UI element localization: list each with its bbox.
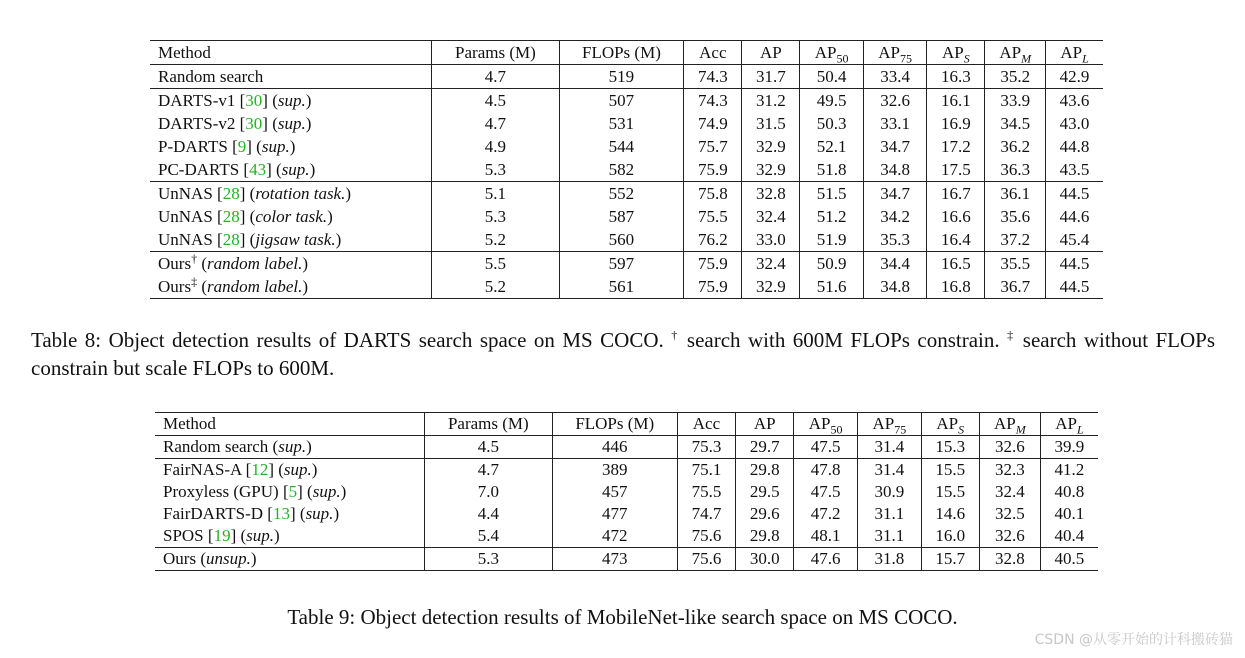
value-cell: 15.5	[921, 459, 979, 482]
row-group	[150, 89, 1103, 182]
value-cell: 16.6	[927, 205, 985, 228]
method-cell: P-DARTS [9] (sup.)	[158, 136, 296, 156]
value-cell: 51.2	[800, 205, 863, 228]
value-cell: 74.3	[684, 65, 742, 89]
value-cell: 36.3	[985, 158, 1046, 182]
column-header	[985, 41, 1046, 65]
dagger-mark: †	[671, 328, 680, 342]
header-label: FLOPs (M)	[575, 414, 655, 433]
value-cell: 446	[552, 436, 677, 459]
citation-link[interactable]: 28	[222, 229, 240, 249]
table-8	[150, 40, 1103, 299]
value-cell: 75.6	[677, 525, 735, 548]
value-cell: 51.5	[800, 182, 863, 206]
method-cell: FairDARTS-D [13] (sup.)	[163, 504, 340, 523]
value-cell: 47.5	[794, 436, 858, 459]
value-cell: 30.9	[857, 481, 921, 503]
table-header	[155, 413, 1098, 436]
citation-link[interactable]: 28	[222, 183, 240, 203]
citation-link[interactable]: 19	[213, 526, 231, 545]
method-note: sup.	[277, 90, 306, 110]
table-row	[155, 459, 1098, 482]
value-cell: 32.8	[742, 182, 800, 206]
value-cell: 47.5	[794, 481, 858, 503]
value-cell: 34.2	[863, 205, 926, 228]
column-header	[552, 413, 677, 436]
column-header	[424, 413, 552, 436]
method-cell: Ours† (random label.)	[158, 250, 309, 273]
method-name: UnNAS	[158, 183, 213, 203]
header-label: AP	[814, 42, 837, 62]
header-row	[150, 41, 1103, 65]
value-cell: 74.9	[684, 112, 742, 135]
header-label: AP	[872, 414, 895, 433]
citation-link[interactable]: 30	[245, 90, 263, 110]
method-note: unsup.	[205, 549, 251, 568]
column-header	[1040, 413, 1098, 436]
method-cell: DARTS-v1 [30] (sup.)	[158, 90, 312, 110]
method-name: FairDARTS-D	[163, 504, 264, 523]
value-cell: 40.4	[1040, 525, 1098, 548]
value-cell: 34.5	[985, 112, 1046, 135]
table-row	[150, 112, 1103, 135]
method-cell: Ours (unsup.)	[163, 549, 257, 568]
value-cell: 52.1	[800, 135, 863, 158]
header-label: FLOPs (M)	[581, 42, 661, 62]
method-note: random label.	[206, 276, 303, 296]
value-cell: 507	[559, 89, 684, 113]
value-cell: 35.2	[985, 65, 1046, 89]
column-header	[1046, 41, 1103, 65]
header-subscript: S	[958, 422, 965, 437]
value-cell: 44.8	[1046, 135, 1103, 158]
value-cell: 552	[559, 182, 684, 206]
row-group	[150, 182, 1103, 252]
method-note: sup.	[312, 482, 341, 501]
method-note: sup.	[278, 437, 307, 456]
citation-link[interactable]: 13	[272, 504, 290, 523]
header-subscript: 75	[899, 50, 912, 65]
value-cell: 76.2	[684, 228, 742, 252]
value-cell: 47.8	[794, 459, 858, 482]
value-cell: 32.8	[979, 548, 1040, 571]
value-cell: 75.8	[684, 182, 742, 206]
header-label: AP	[808, 414, 831, 433]
method-name: SPOS	[163, 526, 204, 545]
value-cell: 33.0	[742, 228, 800, 252]
header-label: Method	[158, 42, 211, 62]
header-label: Method	[163, 414, 216, 433]
value-cell: 30.0	[736, 548, 794, 571]
value-cell: 31.1	[857, 503, 921, 525]
header-label: AP	[999, 42, 1022, 62]
value-cell: 75.5	[677, 481, 735, 503]
value-cell: 457	[552, 481, 677, 503]
value-cell: 49.5	[800, 89, 863, 113]
value-cell: 17.5	[927, 158, 985, 182]
method-cell: DARTS-v2 [30] (sup.)	[158, 113, 312, 133]
column-header	[979, 413, 1040, 436]
method-name: FairNAS-A	[163, 460, 242, 479]
citation-link[interactable]: 28	[222, 206, 240, 226]
value-cell: 43.6	[1046, 89, 1103, 113]
value-cell: 4.9	[432, 135, 559, 158]
value-cell: 31.7	[742, 65, 800, 89]
caption-text: Table 8: Object detection results of DARTS search space on MS COCO.	[31, 328, 672, 352]
value-cell: 5.5	[432, 252, 559, 276]
value-cell: 17.2	[927, 135, 985, 158]
value-cell: 35.5	[985, 252, 1046, 276]
value-cell: 16.7	[927, 182, 985, 206]
table-row	[150, 252, 1103, 276]
column-header	[742, 41, 800, 65]
header-row	[155, 413, 1098, 436]
value-cell: 4.5	[432, 89, 559, 113]
value-cell: 519	[559, 65, 684, 89]
value-cell: 31.1	[857, 525, 921, 548]
column-header	[559, 41, 684, 65]
row-group	[155, 436, 1098, 459]
value-cell: 15.7	[921, 548, 979, 571]
footnote-mark: ‡	[191, 273, 198, 288]
method-name: DARTS-v2	[158, 113, 236, 133]
table-row	[150, 89, 1103, 113]
value-cell: 473	[552, 548, 677, 571]
method-note: sup.	[281, 159, 310, 179]
value-cell: 44.5	[1046, 182, 1103, 206]
value-cell: 5.3	[424, 548, 552, 571]
value-cell: 51.8	[800, 158, 863, 182]
table-row	[150, 135, 1103, 158]
value-cell: 7.0	[424, 481, 552, 503]
value-cell: 33.1	[863, 112, 926, 135]
value-cell: 32.6	[979, 436, 1040, 459]
table-row	[150, 182, 1103, 206]
header-subscript: S	[963, 50, 970, 65]
value-cell: 35.6	[985, 205, 1046, 228]
value-cell: 75.9	[684, 158, 742, 182]
value-cell: 42.9	[1046, 65, 1103, 89]
method-note: color task.	[255, 206, 328, 226]
header-label: Acc	[692, 414, 721, 433]
column-header	[927, 41, 985, 65]
header-label: Params (M)	[447, 414, 529, 433]
value-cell: 51.9	[800, 228, 863, 252]
method-note: rotation task.	[255, 183, 346, 203]
value-cell: 34.8	[863, 158, 926, 182]
table-row	[155, 525, 1098, 548]
table-9-caption: Table 9: Object detection results of MobileNet-like search space on MS COCO.	[287, 605, 958, 629]
method-note: sup.	[283, 460, 312, 479]
caption-text: search with 600M FLOPs constrain.	[679, 328, 1008, 352]
value-cell: 560	[559, 228, 684, 252]
value-cell: 31.2	[742, 89, 800, 113]
value-cell: 75.9	[684, 275, 742, 299]
value-cell: 16.4	[927, 228, 985, 252]
value-cell: 44.6	[1046, 205, 1103, 228]
method-cell: FairNAS-A [12] (sup.)	[163, 460, 318, 479]
value-cell: 44.5	[1046, 275, 1103, 299]
header-label: AP	[994, 414, 1016, 433]
value-cell: 16.1	[927, 89, 985, 113]
method-name: DARTS-v1	[158, 90, 236, 110]
method-note: jigsaw task.	[255, 229, 336, 249]
header-subscript: L	[1076, 422, 1084, 437]
value-cell: 32.4	[742, 252, 800, 276]
value-cell: 44.5	[1046, 252, 1103, 276]
value-cell: 29.6	[736, 503, 794, 525]
value-cell: 5.3	[432, 158, 559, 182]
value-cell: 561	[559, 275, 684, 299]
method-cell: UnNAS [28] (color task.)	[158, 206, 333, 226]
value-cell: 75.5	[684, 205, 742, 228]
csdn-watermark: CSDN @从零开始的计科搬砖猫	[1034, 632, 1233, 648]
table-row	[150, 228, 1103, 252]
header-subscript: L	[1082, 50, 1089, 65]
value-cell: 16.5	[927, 252, 985, 276]
table-row	[155, 503, 1098, 525]
method-cell: Random search (sup.)	[163, 437, 312, 456]
method-name: PC-DARTS	[158, 159, 240, 179]
value-cell: 32.9	[742, 158, 800, 182]
citation-link[interactable]: 12	[251, 460, 269, 479]
method-note: sup.	[277, 113, 306, 133]
value-cell: 32.9	[742, 275, 800, 299]
value-cell: 389	[552, 459, 677, 482]
value-cell: 582	[559, 158, 684, 182]
method-name: P-DARTS	[158, 136, 228, 156]
method-cell: UnNAS [28] (jigsaw task.)	[158, 229, 342, 249]
header-label: AP	[936, 414, 959, 433]
value-cell: 37.2	[985, 228, 1046, 252]
table-row	[155, 548, 1098, 571]
table-row	[155, 436, 1098, 459]
column-header	[736, 413, 794, 436]
value-cell: 75.3	[677, 436, 735, 459]
method-cell	[150, 65, 432, 89]
value-cell: 50.3	[800, 112, 863, 135]
table-header	[150, 41, 1103, 65]
value-cell: 74.3	[684, 89, 742, 113]
row-group	[155, 459, 1098, 548]
column-header	[863, 41, 926, 65]
header-label: AP	[878, 42, 900, 62]
value-cell: 33.4	[863, 65, 926, 89]
value-cell: 16.3	[927, 65, 985, 89]
caption-text: search without FLOPs constrain but scale FLOPs to 600M.	[31, 328, 1216, 380]
value-cell: 75.1	[677, 459, 735, 482]
table-row	[150, 158, 1103, 182]
method-cell: UnNAS [28] (rotation task.)	[158, 183, 352, 203]
method-note: sup.	[246, 526, 275, 545]
value-cell: 36.1	[985, 182, 1046, 206]
column-header	[684, 41, 742, 65]
citation-link[interactable]: 43	[249, 159, 267, 179]
value-cell: 32.5	[979, 503, 1040, 525]
method-cell: Proxyless (GPU) [5] (sup.)	[163, 482, 347, 501]
value-cell: 47.6	[794, 548, 858, 571]
value-cell: 40.5	[1040, 548, 1098, 571]
value-cell: 5.3	[432, 205, 559, 228]
table-8-caption	[31, 326, 1215, 382]
value-cell: 43.0	[1046, 112, 1103, 135]
value-cell: 48.1	[794, 525, 858, 548]
value-cell: 29.8	[736, 459, 794, 482]
value-cell: 4.7	[424, 459, 552, 482]
value-cell: 31.8	[857, 548, 921, 571]
double-dagger-mark: ‡	[1007, 328, 1016, 342]
value-cell: 36.2	[985, 135, 1046, 158]
value-cell: 34.7	[863, 135, 926, 158]
value-cell: 75.6	[677, 548, 735, 571]
value-cell: 16.0	[921, 525, 979, 548]
method-note: sup.	[305, 504, 334, 523]
value-cell: 544	[559, 135, 684, 158]
header-label: AP	[760, 42, 782, 62]
value-cell: 39.9	[1040, 436, 1098, 459]
column-header	[150, 41, 432, 65]
row-group	[150, 252, 1103, 299]
value-cell: 33.9	[985, 89, 1046, 113]
value-cell: 40.8	[1040, 481, 1098, 503]
value-cell: 477	[552, 503, 677, 525]
column-header	[432, 41, 559, 65]
value-cell: 36.7	[985, 275, 1046, 299]
value-cell: 50.4	[800, 65, 863, 89]
value-cell: 32.9	[742, 135, 800, 158]
row-group	[150, 65, 1103, 89]
method-cell: PC-DARTS [43] (sup.)	[158, 159, 316, 179]
row-group	[155, 548, 1098, 571]
header-subscript: M	[1015, 422, 1026, 437]
footnote-mark: †	[191, 250, 198, 265]
value-cell: 50.9	[800, 252, 863, 276]
value-cell: 5.4	[424, 525, 552, 548]
method-name: Proxyless (GPU)	[163, 482, 279, 501]
value-cell: 16.9	[927, 112, 985, 135]
value-cell: 5.2	[432, 275, 559, 299]
value-cell: 16.8	[927, 275, 985, 299]
table-row	[150, 65, 1103, 89]
value-cell: 35.3	[863, 228, 926, 252]
method-name: UnNAS	[158, 229, 213, 249]
value-cell: 4.5	[424, 436, 552, 459]
value-cell: 4.7	[432, 112, 559, 135]
column-header	[677, 413, 735, 436]
value-cell: 4.4	[424, 503, 552, 525]
citation-link[interactable]: 30	[245, 113, 263, 133]
value-cell: 32.4	[979, 481, 1040, 503]
header-label: AP	[1055, 414, 1077, 433]
table-row	[155, 481, 1098, 503]
table-row	[150, 275, 1103, 299]
value-cell: 31.4	[857, 436, 921, 459]
header-label: Params (M)	[455, 42, 536, 62]
value-cell: 51.6	[800, 275, 863, 299]
value-cell: 531	[559, 112, 684, 135]
header-subscript: 75	[894, 422, 907, 437]
value-cell: 34.7	[863, 182, 926, 206]
value-cell: 32.6	[863, 89, 926, 113]
value-cell: 15.5	[921, 481, 979, 503]
table-9	[155, 412, 1098, 571]
column-header	[155, 413, 424, 436]
column-header	[921, 413, 979, 436]
method-name: UnNAS	[158, 206, 213, 226]
method-note: random label.	[206, 253, 303, 273]
header-subscript: 50	[830, 422, 843, 437]
value-cell: 5.1	[432, 182, 559, 206]
value-cell: 31.5	[742, 112, 800, 135]
method-name: Ours	[158, 276, 192, 296]
value-cell: 5.2	[432, 228, 559, 252]
value-cell: 45.4	[1046, 228, 1103, 252]
table-row	[150, 205, 1103, 228]
citation-link[interactable]: 5	[288, 482, 298, 501]
column-header	[857, 413, 921, 436]
method-cell: Ours‡ (random label.)	[158, 273, 309, 296]
value-cell: 75.9	[684, 252, 742, 276]
header-label: AP	[753, 414, 776, 433]
value-cell: 41.2	[1040, 459, 1098, 482]
value-cell: 472	[552, 525, 677, 548]
value-cell: 32.6	[979, 525, 1040, 548]
value-cell: 43.5	[1046, 158, 1103, 182]
value-cell: 74.7	[677, 503, 735, 525]
value-cell: 4.7	[432, 65, 559, 89]
method-name: Ours	[158, 253, 192, 273]
value-cell: 587	[559, 205, 684, 228]
method-note: sup.	[261, 136, 290, 156]
value-cell: 597	[559, 252, 684, 276]
value-cell: 32.3	[979, 459, 1040, 482]
citation-link[interactable]: 9	[237, 136, 247, 156]
value-cell: 15.3	[921, 436, 979, 459]
header-label: AP	[941, 42, 964, 62]
value-cell: 47.2	[794, 503, 858, 525]
value-cell: 34.4	[863, 252, 926, 276]
header-subscript: 50	[836, 50, 849, 65]
value-cell: 75.7	[684, 135, 742, 158]
header-label: AP	[1060, 42, 1083, 62]
value-cell: 14.6	[921, 503, 979, 525]
header-subscript: M	[1021, 50, 1032, 65]
method-name: Random search	[163, 437, 269, 456]
value-cell: 29.5	[736, 481, 794, 503]
method-name: Ours	[163, 549, 197, 568]
header-label: Acc	[699, 42, 727, 62]
method-name: Random search	[158, 66, 264, 86]
value-cell: 34.8	[863, 275, 926, 299]
value-cell: 32.4	[742, 205, 800, 228]
method-cell: SPOS [19] (sup.)	[163, 526, 280, 545]
column-header	[794, 413, 858, 436]
value-cell: 29.8	[736, 525, 794, 548]
value-cell: 29.7	[736, 436, 794, 459]
value-cell: 40.1	[1040, 503, 1098, 525]
value-cell: 31.4	[857, 459, 921, 482]
column-header	[800, 41, 863, 65]
